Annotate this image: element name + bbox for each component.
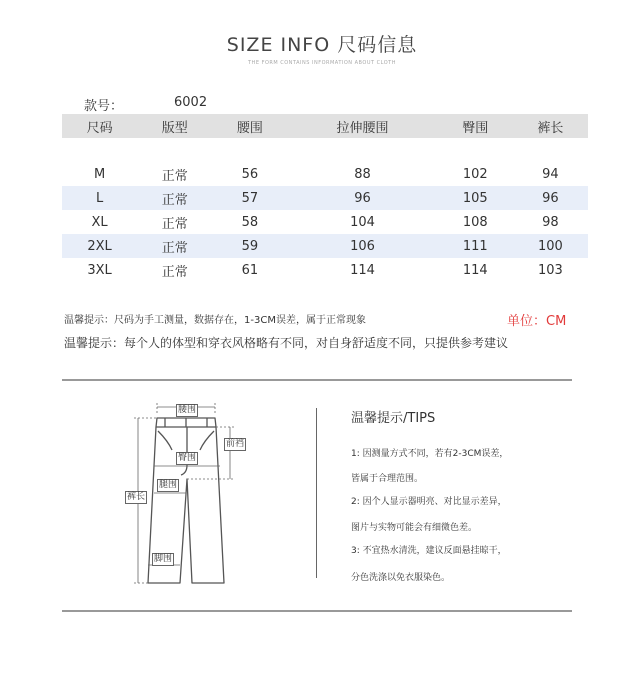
cell-stretch-waist: 96 [354,190,371,206]
table-row [62,186,588,210]
cell-size: 2XL [87,238,112,254]
cell-waist: 58 [241,214,259,230]
style-number-value: 6002 [174,95,208,110]
cell-fit: 正常 [161,168,188,184]
cell-waist: 57 [241,190,259,206]
cell-stretch-waist: 88 [354,166,371,182]
cell-fit: 正常 [161,240,188,256]
col-waist: 腰围 [236,120,263,136]
style-number-label: 款号： [84,99,124,114]
cell-waist: 61 [241,262,259,278]
style-number [84,95,208,114]
tip-line: 2: 因个人显示器明亮、对比显示差异， [351,497,507,507]
divider-top [62,379,572,381]
cell-waist: 59 [241,238,259,254]
cell-length: 100 [537,238,563,254]
cell-fit: 正常 [161,192,188,208]
table-row [62,234,588,258]
fit-note: 温馨提示：每个人的体型和穿衣风格略有不同，对自身舒适度不同，只提供参考建议 [64,336,509,350]
leg-opening-label: 脚围 [154,554,173,564]
divider-bottom [62,610,572,612]
length-label: 裤长 [127,492,146,502]
cell-size: 3XL [87,262,112,278]
front-rise-label: 前裆 [226,439,245,449]
cell-stretch-waist: 106 [350,238,375,254]
cell-length: 96 [542,190,559,206]
cell-stretch-waist: 114 [350,262,375,278]
hip-label: 臀围 [178,453,197,463]
cell-hip: 108 [462,214,488,230]
cell-fit: 正常 [161,216,188,232]
tip-line: 分色洗涤以免衣服染色。 [351,573,451,583]
col-size: 尺码 [86,120,113,136]
cell-hip: 105 [462,190,488,206]
table-spacer-row [62,138,588,162]
waist-label: 腰围 [178,405,197,415]
tip-line: 1: 因测量方式不同，若有2-3CM误差， [351,449,509,459]
header [0,30,644,66]
cell-size: L [95,190,104,206]
unit-label: 单位：CM [507,314,567,329]
cell-stretch-waist: 104 [350,214,375,230]
col-fit: 版型 [161,120,188,136]
tip-line: 皆属于合理范围。 [351,474,424,484]
cell-waist: 56 [241,166,259,182]
cell-fit: 正常 [161,264,188,280]
cell-hip: 114 [462,262,488,278]
col-hip: 臀围 [462,120,489,136]
page-subtitle: THE FORM CONTAINS INFORMATION ABOUT CLOTH [248,60,396,66]
table-row [62,162,588,186]
col-stretch-waist: 拉伸腰围 [336,120,389,136]
cell-size: XL [91,214,108,230]
pants-diagram [110,395,270,590]
table-row [62,210,588,234]
tips-title: 温馨提示/TIPS [351,411,436,426]
tip-line: 图片与实物可能会有细微色差。 [351,523,478,533]
measurement-note: 温馨提示：尺码为手工测量，数据存在，1-3CM误差，属于正常现象 [64,315,366,326]
cell-length: 103 [537,262,563,278]
cell-length: 94 [542,166,559,182]
thigh-label: 腿围 [159,480,178,490]
size-table-header [62,114,588,138]
tips-divider [316,408,317,578]
page-title: SIZE INFO 尺码信息 [226,34,418,56]
table-row [62,258,588,282]
cell-size: M [93,166,106,182]
cell-length: 98 [542,214,559,230]
size-table [62,114,588,282]
cell-hip: 111 [462,238,488,254]
col-length: 裤长 [537,120,564,136]
cell-hip: 102 [462,166,488,182]
tip-line: 3: 不宜热水清洗，建议反面悬挂晾干， [351,546,507,556]
